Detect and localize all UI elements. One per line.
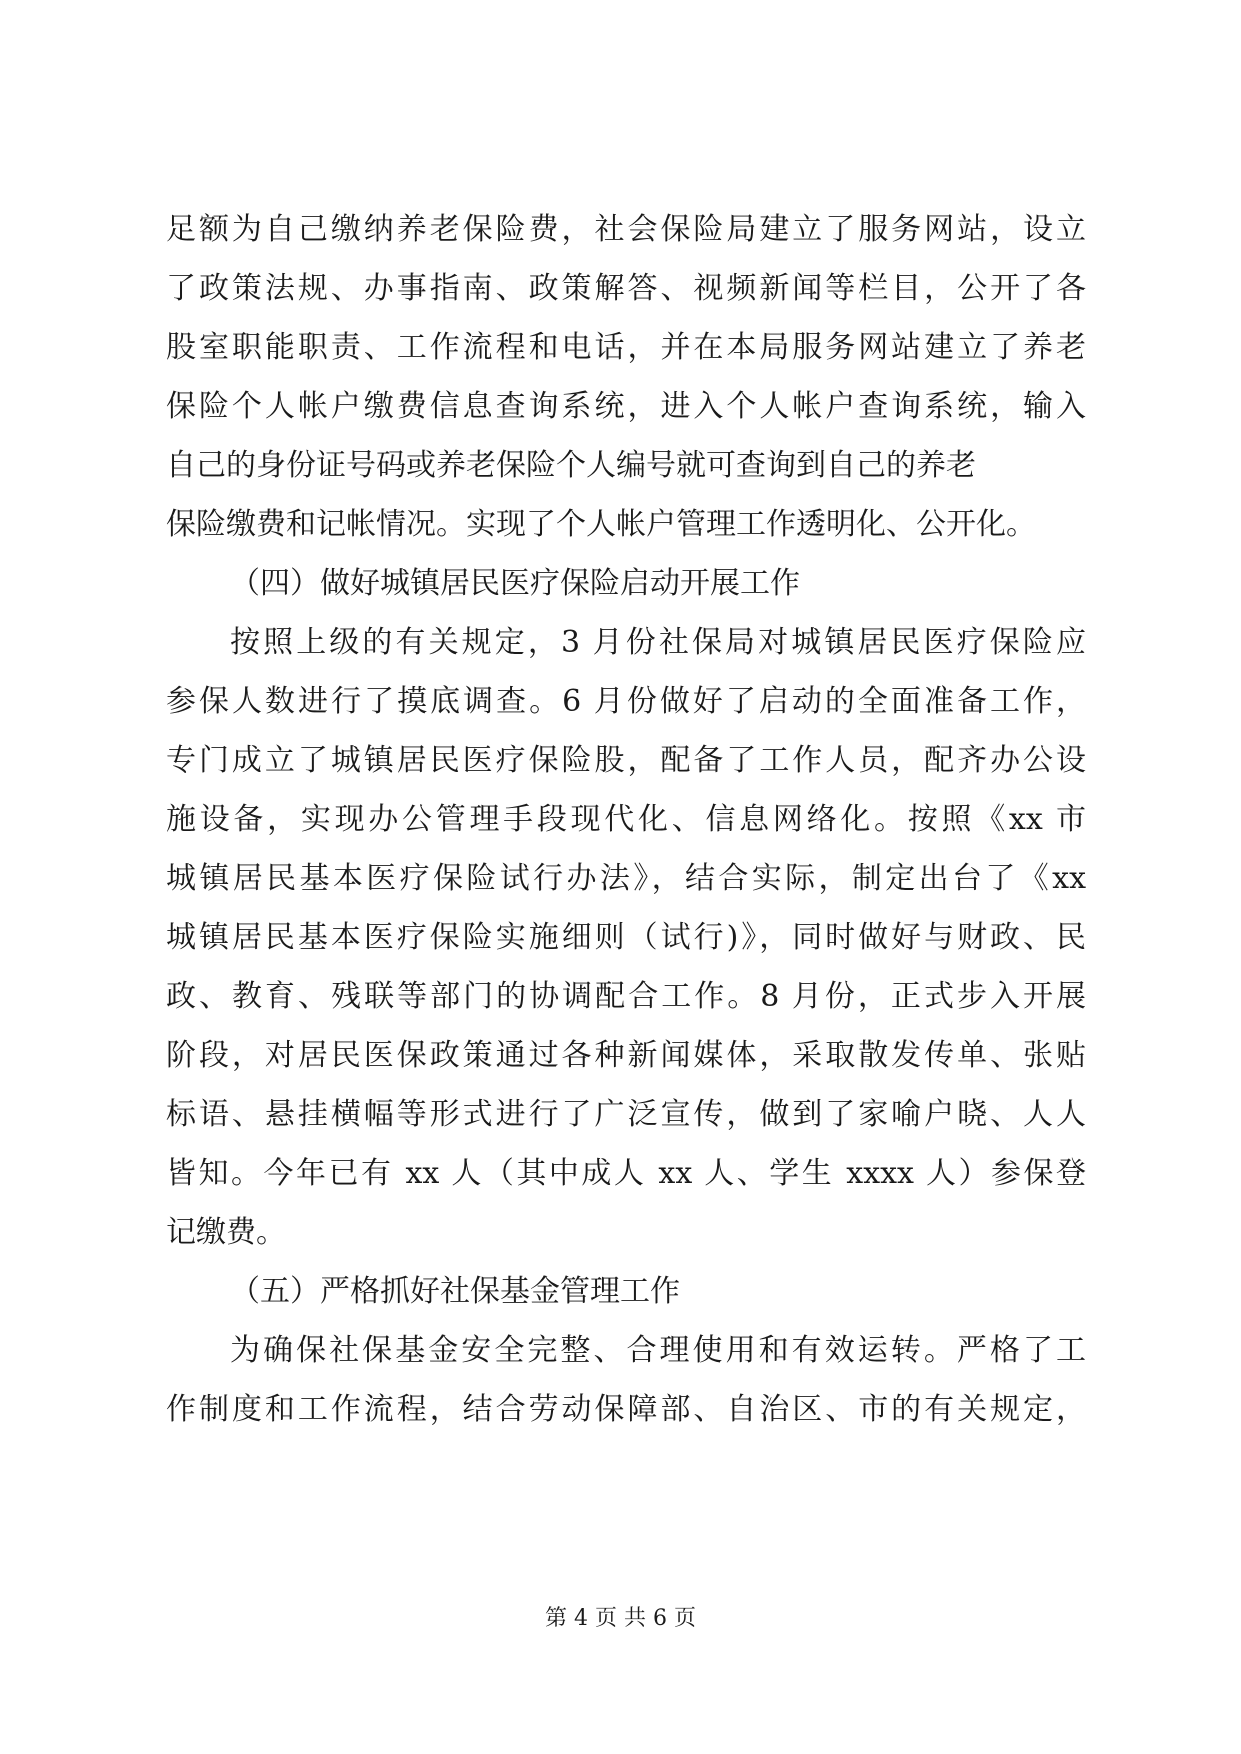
body-text-line: 城镇居民基本医疗保险试行办法》，结合实际，制定出台了《xx [166,861,1086,896]
body-text-line: 阶段，对居民医保政策通过各种新闻媒体，采取散发传单、张贴 [166,1038,1086,1073]
body-text-line: 标语、悬挂横幅等形式进行了广泛宣传，做到了家喻户晓、人人 [166,1097,1086,1132]
page-number-footer: 第 4 页 共 6 页 [545,1606,696,1631]
body-text-line: 参保人数进行了摸底调查。6 月份做好了启动的全面准备工作， [166,684,1086,719]
body-text-line: 保险个人帐户缴费信息查询系统，进入个人帐户查询系统，输入 [166,389,1086,424]
body-text-line: 保险缴费和记帐情况。实现了个人帐户管理工作透明化、公开化。 [166,507,1036,542]
body-text-line: 了政策法规、办事指南、政策解答、视频新闻等栏目，公开了各 [166,271,1086,306]
section-heading: （五）严格抓好社保基金管理工作 [230,1274,680,1309]
section-heading: （四）做好城镇居民医疗保险启动开展工作 [230,566,800,601]
body-text-line: 自己的身份证号码或养老保险个人编号就可查询到自己的养老 [166,448,976,483]
body-text-line: 皆知。今年已有 xx 人（其中成人 xx 人、学生 xxxx 人）参保登 [166,1156,1086,1191]
body-text-line: 记缴费。 [166,1215,286,1250]
body-text-line: 足额为自己缴纳养老保险费，社会保险局建立了服务网站，设立 [166,212,1086,247]
paragraph-first-line: 按照上级的有关规定，3 月份社保局对城镇居民医疗保险应 [230,625,1086,660]
paragraph-first-line: 为确保社保基金安全完整、合理使用和有效运转。严格了工 [230,1333,1086,1368]
body-text-line: 股室职能职责、工作流程和电话，并在本局服务网站建立了养老 [166,330,1086,365]
body-text-line: 城镇居民基本医疗保险实施细则（试行)》，同时做好与财政、民 [166,920,1086,955]
body-text-line: 政、教育、残联等部门的协调配合工作。8 月份，正式步入开展 [166,979,1086,1014]
body-text-line: 专门成立了城镇居民医疗保险股，配备了工作人员，配齐办公设 [166,743,1086,778]
body-text-line: 施设备，实现办公管理手段现代化、信息网络化。按照《xx 市 [166,802,1086,837]
body-text-line: 作制度和工作流程，结合劳动保障部、自治区、市的有关规定， [166,1392,1086,1427]
